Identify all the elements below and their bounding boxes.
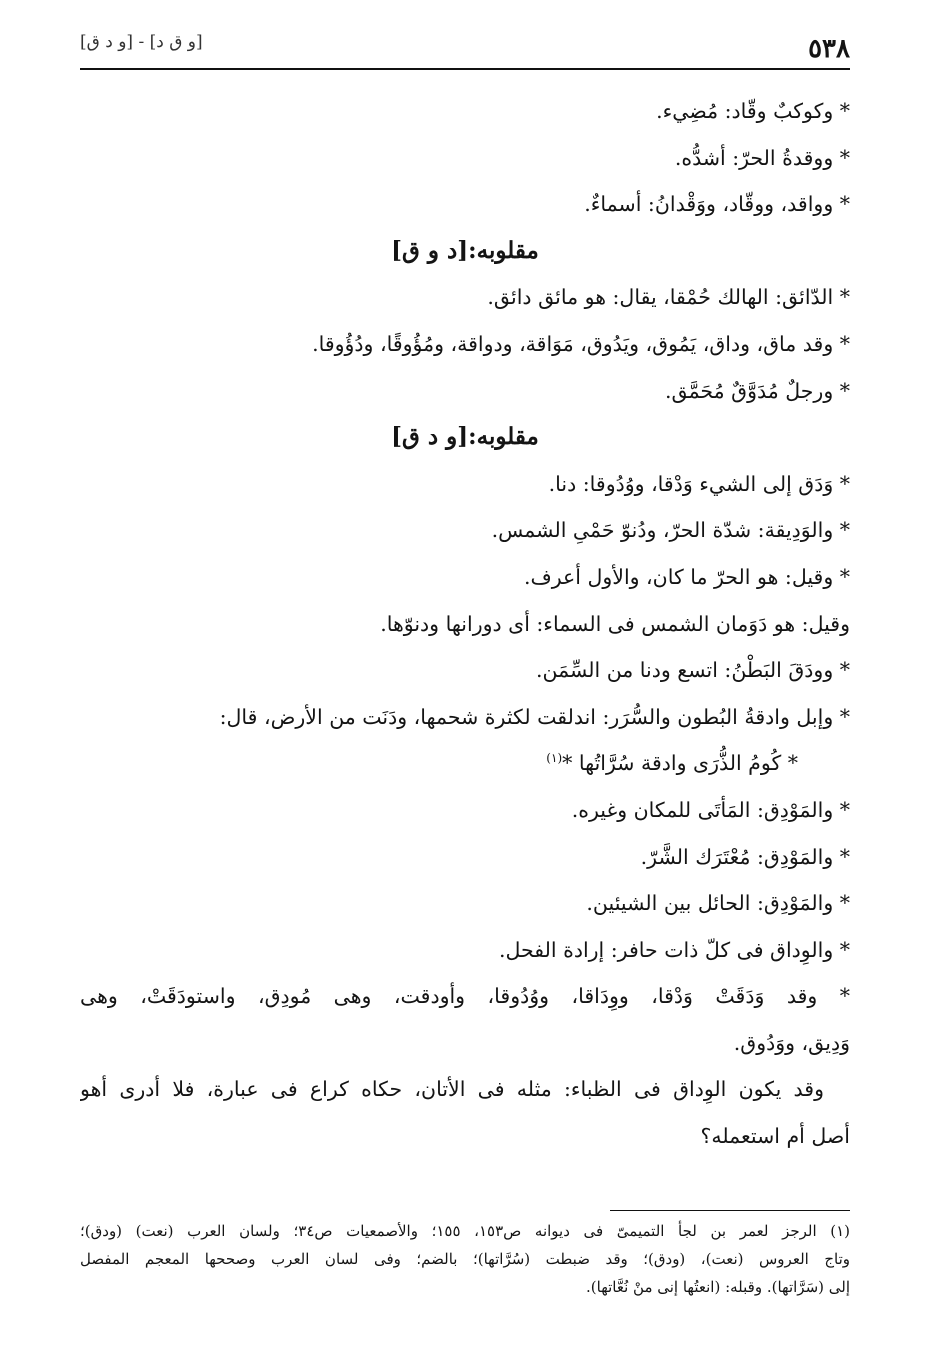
line-text: * كُومُ الذُّرَى وادقة سُرَّاتُها * xyxy=(562,751,798,776)
line-text: * والمَوْدِق: الحائل بين الشيئين. xyxy=(586,891,850,916)
section-heading: مقلوبه:[د و ق] xyxy=(391,236,539,264)
footnote-rule xyxy=(610,1210,850,1211)
line-text: * والمَوْدِق: المَأتَى للمكان وغيره. xyxy=(571,797,850,822)
line-text: * والوَدِيقة: شدّة الحرّ، ودُنوّ حَمْىِ الشمس. xyxy=(491,518,850,543)
header-rule xyxy=(80,68,850,70)
line-text: وقيل: هو دَوَمان الشمس فى السماء: أى دورانها ودنوّها. xyxy=(380,611,850,636)
text-line xyxy=(80,973,850,1020)
line-text: وقد يكون الوِداق فى الظباء: مثله فى الأتان، حكاه كراع فى عبارة، فلا أدرى أهو xyxy=(80,1077,824,1102)
line-text: * ورجلٌ مُدَوَّقٌ مُحَمَّق. xyxy=(664,378,850,403)
page-header xyxy=(80,28,850,72)
line-text: * وودَقَ البَطْنُ: اتسع ودنا من السِّمَن. xyxy=(535,658,850,683)
footnote-ref[interactable]: (١) xyxy=(546,751,563,766)
footnote-line: (١) الرجز لعمر بن لجأ التميمىّ فى ديوانه ص١٥٣، ١٥٥؛ والأصمعيات ص٣٤؛ ولسان العرب (نعت) (ودق)؛ xyxy=(80,1222,850,1240)
text-line xyxy=(80,274,850,321)
text-line xyxy=(80,554,850,601)
text-line xyxy=(80,1113,850,1160)
section-heading: مقلوبه:[و د ق] xyxy=(391,423,539,451)
text-line xyxy=(80,135,850,182)
main-text xyxy=(80,88,850,1160)
page-number: ٥٣٨ xyxy=(808,34,850,64)
text-line xyxy=(80,694,850,741)
line-text: * وقد ماق، وداق، يَمُوق، ويَدُوق، مَوَاقة، ودواقة، ومُؤُوقًا، ودُؤُوقا. xyxy=(312,331,850,356)
footnote-line: إلى (سَرَّاتها). وقبله: (انعتُها إنى منْ نُعَّاتها). xyxy=(586,1278,850,1296)
footnote-list xyxy=(80,1217,850,1301)
line-text: * وقد وَدَقَتْ وَدْقا، ووِدَاقا، ووُدُوقا، وأودقت، وهى مُودِق، واستودَقَتْ، وهى xyxy=(80,984,850,1009)
line-text: * وكوكبٌ وقّاد: مُضِيء. xyxy=(656,99,850,123)
line-text: * والمَوْدِق: مُعْتَرَك الشَّرّ. xyxy=(640,844,850,869)
footnote-line: وتاج العروس (نعت)، (ودق)؛ وقد ضبطت (سُرَّاتها)؛ بالضم؛ وفى لسان العرب وصححها المعجم المفصل xyxy=(80,1250,850,1268)
running-head: [و ق د] - [و د ق] xyxy=(80,32,203,52)
line-text: * وقيل: هو الحرّ ما كان، والأول أعرف. xyxy=(523,564,850,589)
line-text: * وَدَق إلى الشيء وَدْقا، ووُدُوقا: دنا. xyxy=(548,471,850,496)
line-text: وَدِيق، ووَدُوق. xyxy=(733,1030,850,1055)
text-line xyxy=(80,181,850,228)
line-text: * وإبل وادقةُ البُطون والسُّرَر: اندلقت لكثرة شحمها، ودَنَت من الأرض، قال: xyxy=(219,704,850,729)
text-line xyxy=(80,927,850,974)
line-text: * والوِداق فى كلّ ذات حافر: إرادة الفحل. xyxy=(498,937,850,962)
text-line xyxy=(80,88,850,135)
text-line xyxy=(80,647,850,694)
text-line xyxy=(80,1020,850,1067)
line-text: * وواقد، ووقّاد، ووَقْدانُ: أسماءٌ. xyxy=(584,192,850,217)
text-line xyxy=(80,368,850,415)
text-line xyxy=(80,601,850,648)
line-text: أصل أم استعمله؟ xyxy=(700,1124,850,1149)
text-line xyxy=(80,321,850,368)
text-line xyxy=(80,1066,850,1113)
text-line xyxy=(80,834,850,881)
text-line xyxy=(80,507,850,554)
line-text: * الدّائق: الهالك حُمْقا، يقال: هو مائق دائق. xyxy=(487,285,850,310)
text-line xyxy=(80,880,850,927)
verse-line xyxy=(80,740,850,787)
line-text: * ووقدةُ الحرّ: أشدُّه. xyxy=(674,145,850,170)
footnotes-section xyxy=(80,1210,850,1301)
text-line xyxy=(80,787,850,834)
text-line xyxy=(80,461,850,508)
